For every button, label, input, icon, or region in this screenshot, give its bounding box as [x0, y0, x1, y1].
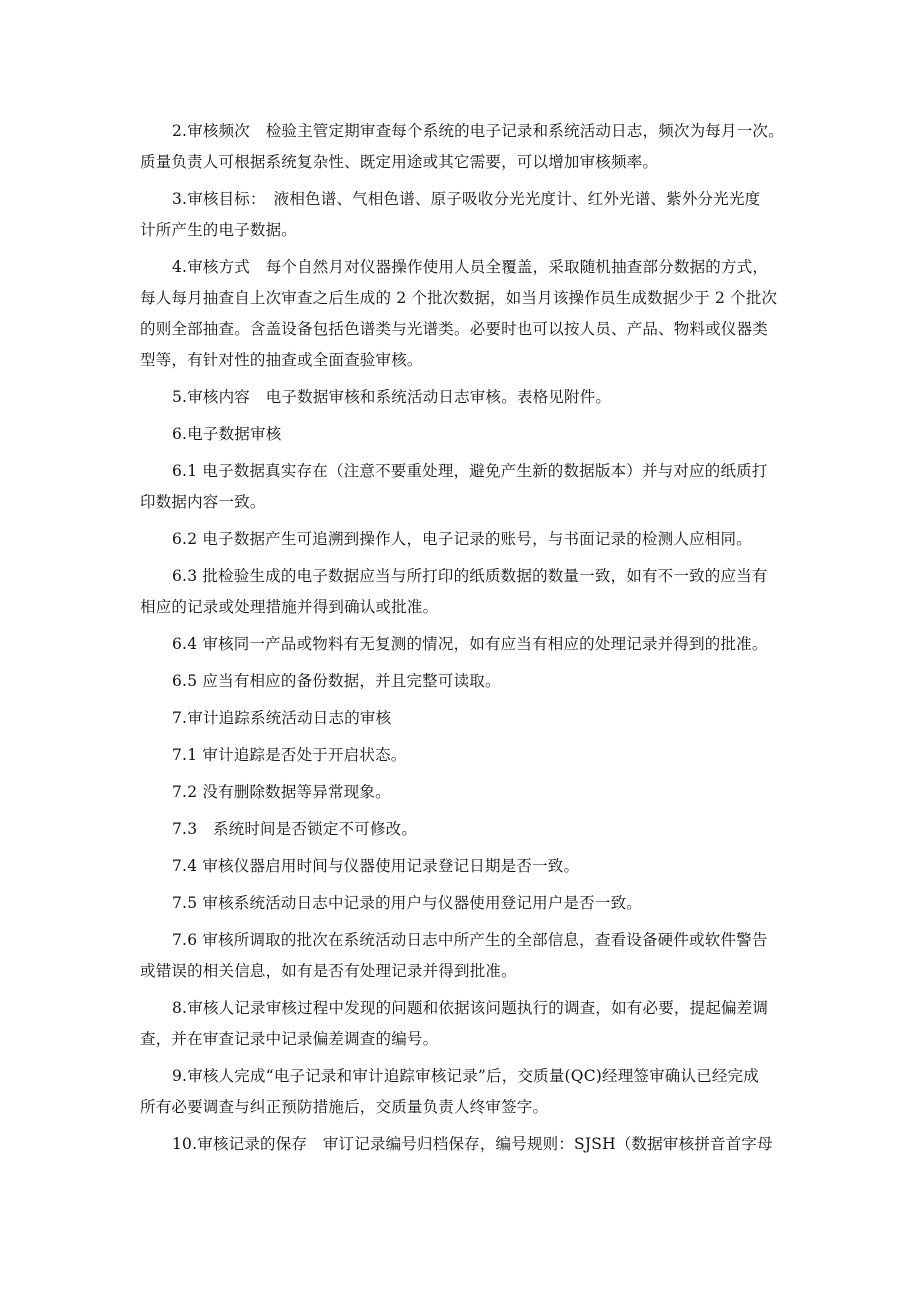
- paragraph-7-4: [140, 851, 808, 882]
- paragraph-6-2: [140, 524, 808, 555]
- text-line: 7.4 审核仪器启用时间与仪器使用记录登记日期是否一致。: [172, 857, 580, 875]
- paragraph-6-3: [140, 561, 808, 623]
- text-line: 6.2 电子数据产生可追溯到操作人，电子记录的账号，与书面记录的检测人应相同。: [172, 530, 752, 548]
- text-line: 7.5 审核系统活动日志中记录的用户与仪器使用登记用户是否一致。: [172, 894, 642, 912]
- text-line: 10.审核记录的保存 审订记录编号归档保存，编号规则：SJSH（数据审核拼音首字母: [172, 1135, 773, 1153]
- text-line: 计所产生的电子数据。: [140, 221, 298, 239]
- text-line: 印数据内容一致。: [140, 493, 266, 511]
- text-line: 8.审核人记录审核过程中发现的问题和依据该问题执行的调查，如有必要，提起偏差调: [172, 999, 769, 1017]
- text-line: 9.审核人完成“电子记录和审计追踪审核记录”后，交质量(QC)经理签审确认已经完成: [172, 1067, 760, 1085]
- text-line: 3.审核目标： 液相色谱、气相色谱、原子吸收分光光度计、红外光谱、紫外分光光度: [172, 190, 761, 208]
- paragraph-audit-frequency: [140, 116, 808, 178]
- text-line: 所有必要调查与纠正预防措施后，交质量负责人终审签字。: [140, 1098, 549, 1116]
- text-line: 6.4 审核同一产品或物料有无复测的情况，如有应当有相应的处理记录并得到的批准。: [172, 635, 768, 653]
- text-line: 相应的记录或处理措施并得到确认或批准。: [140, 598, 439, 616]
- text-line: 7.审计追踪系统活动日志的审核: [172, 709, 392, 727]
- paragraph-7-2: [140, 777, 808, 808]
- text-line: 7.3 系统时间是否锁定不可修改。: [172, 820, 418, 838]
- text-line: 7.2 没有删除数据等异常现象。: [172, 783, 391, 801]
- paragraph-6-5: [140, 666, 808, 697]
- heading-audit-trail-log-review: [140, 703, 808, 734]
- paragraph-6-4: [140, 629, 808, 660]
- paragraph-10: [140, 1129, 808, 1160]
- paragraph-audit-target: [140, 184, 808, 246]
- text-line: 型等，有针对性的抽查或全面查验审核。: [140, 351, 423, 369]
- paragraph-6-1: [140, 456, 808, 518]
- paragraph-8: [140, 993, 808, 1055]
- heading-electronic-data-audit: [140, 419, 808, 450]
- text-line: 每人每月抽查自上次审查之后生成的 2 个批次数据，如当月该操作员生成数据少于 2 个批次: [140, 289, 778, 307]
- paragraph-audit-content: [140, 382, 808, 413]
- paragraph-9: [140, 1061, 808, 1123]
- text-line: 5.审核内容 电子数据审核和系统活动日志审核。表格见附件。: [172, 388, 612, 406]
- text-line: 或错误的相关信息，如有是否有处理记录并得到批准。: [140, 962, 517, 980]
- text-line: 的则全部抽查。含盖设备包括色谱类与光谱类。必要时也可以按人员、产品、物料或仪器类: [140, 320, 769, 338]
- text-line: 6.5 应当有相应的备份数据，并且完整可读取。: [172, 672, 501, 690]
- text-line: 7.1 审计追踪是否处于开启状态。: [172, 746, 407, 764]
- text-line: 6.3 批检验生成的电子数据应当与所打印的纸质数据的数量一致，如有不一致的应当有: [172, 567, 768, 585]
- text-line: 6.电子数据审核: [172, 425, 282, 443]
- paragraph-7-1: [140, 740, 808, 771]
- text-line: 4.审核方式 每个自然月对仪器操作使用人员全覆盖，采取随机抽查部分数据的方式，: [172, 258, 769, 276]
- text-line: 2.审核频次 检验主管定期审查每个系统的电子记录和系统活动日志，频次为每月一次。: [172, 122, 784, 140]
- paragraph-7-5: [140, 888, 808, 919]
- text-line: 6.1 电子数据真实存在（注意不要重处理，避免产生新的数据版本）并与对应的纸质打: [172, 462, 768, 480]
- paragraph-7-6: [140, 925, 808, 987]
- paragraph-audit-method: [140, 252, 808, 376]
- document-body: [140, 116, 808, 1166]
- text-line: 7.6 审核所调取的批次在系统活动日志中所产生的全部信息，查看设备硬件或软件警告: [172, 931, 768, 949]
- text-line: 查，并在审查记录中记录偏差调查的编号。: [140, 1030, 439, 1048]
- paragraph-7-3: [140, 814, 808, 845]
- text-line: 质量负责人可根据系统复杂性、既定用途或其它需要，可以增加审核频率。: [140, 153, 659, 171]
